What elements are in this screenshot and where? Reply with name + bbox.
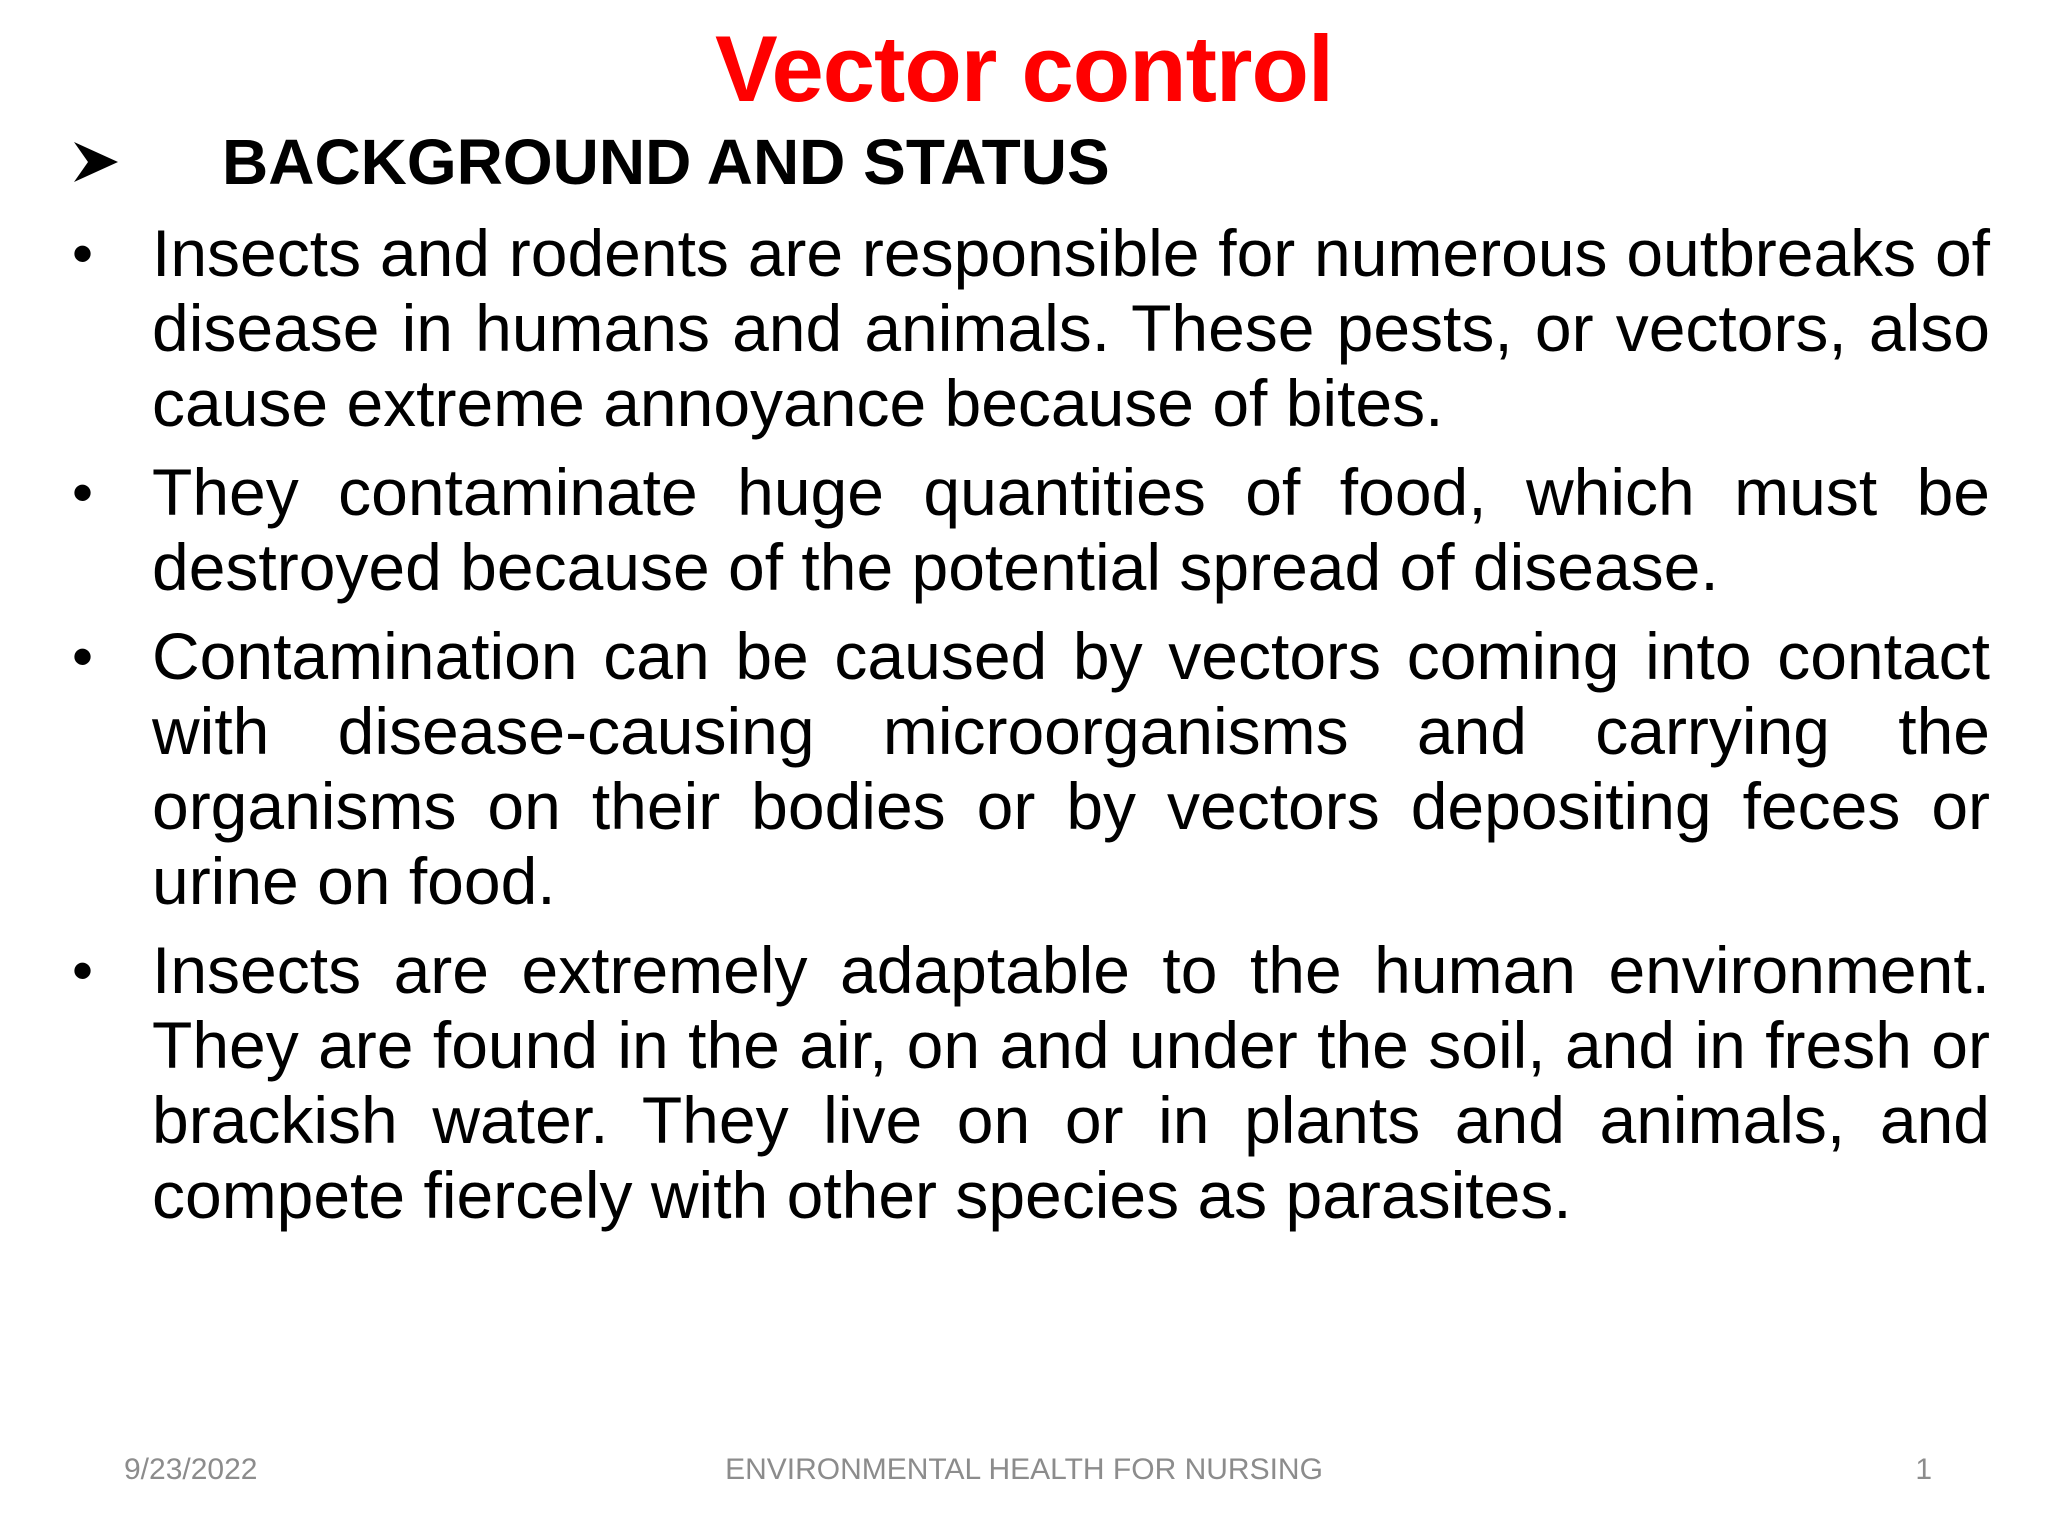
bullet-dot-icon: • <box>72 459 94 526</box>
bullet-text: They contaminate huge quantities of food, which must be destroyed because of the potential spread of disease. <box>152 455 1990 604</box>
bullet-dot-icon: • <box>72 220 94 287</box>
bullet-item <box>72 619 1992 919</box>
bullet-item <box>72 933 1992 1233</box>
bullet-text: Contamination can be caused by vectors coming into contact with disease-causing microorganisms and carrying the organisms on their bodies or by vectors depositing feces or urine on food. <box>152 619 1990 918</box>
bullet-list <box>72 216 1992 1247</box>
section-heading <box>72 122 1110 202</box>
bullet-item <box>72 216 1992 441</box>
bullet-text: Insects and rodents are responsible for numerous outbreaks of disease in humans and animals. These pests, or vectors, also cause extreme annoyance because of bites. <box>152 216 1990 440</box>
footer-date: 9/23/2022 <box>124 1453 258 1486</box>
slide-title: Vector control <box>714 16 1334 121</box>
section-heading-text: BACKGROUND AND STATUS <box>222 126 1110 198</box>
arrowhead-bullet-icon <box>72 122 152 202</box>
footer-page-number: 1 <box>1915 1453 1932 1486</box>
bullet-text: Insects are extremely adaptable to the human environment. They are found in the air, on and under the soil, and in fresh or brackish water. They live on or in plants and animals, and compete fiercely with other species as parasites. <box>152 933 1990 1232</box>
bullet-item <box>72 455 1992 605</box>
bullet-dot-icon: • <box>72 623 94 690</box>
bullet-dot-icon: • <box>72 937 94 1004</box>
footer-title: ENVIRONMENTAL HEALTH FOR NURSING <box>725 1453 1323 1486</box>
